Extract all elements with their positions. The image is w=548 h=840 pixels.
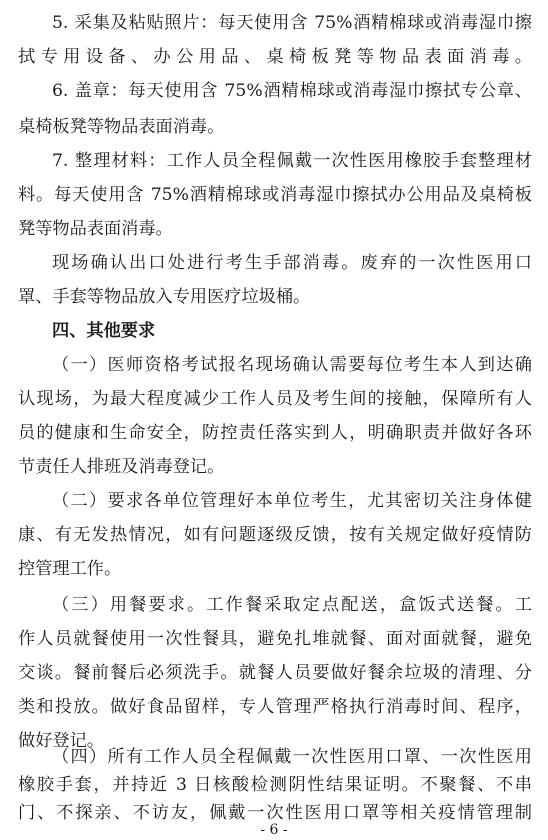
text-line-11: （一）医师资格考试报名现场确认需要每位考生本人到达确 <box>52 355 532 375</box>
text-line-19: 作人员就餐使用一次性餐具，避免扎堆就餐、面对面就餐，避免 <box>18 629 532 649</box>
text-line-4: 桌椅板凳等物品表面消毒。 <box>18 117 225 137</box>
text-line-24: 橡胶手套，并持近 3 日核酸检测阴性结果证明。不聚餐、不串 <box>18 775 532 795</box>
text-line-15: （二）要求各单位管理好本单位考生，尤其密切关注身体健 <box>52 491 532 511</box>
text-line-7: 凳等物品表面消毒。 <box>18 219 173 239</box>
text-line-2: 拭专用设备、办公用品、桌椅板凳等物品表面消毒。 <box>18 47 532 67</box>
text-line-9: 罩、手套等物品放入专用医疗垃圾桶。 <box>18 287 311 307</box>
text-line-8: 现场确认出口处进行考生手部消毒。废弃的一次性医用口 <box>52 253 532 273</box>
text-line-25: 门、不探亲、不访友，佩戴一次性医用口罩等相关疫情管理制 <box>18 803 532 823</box>
text-line-17: 控管理工作。 <box>18 559 122 579</box>
text-line-22: 做好登记。 <box>18 731 104 751</box>
text-line-5: 7. 整理材料：工作人员全程佩戴一次性医用橡胶手套整理材 <box>52 151 532 171</box>
text-line-12: 认现场，为最大程度减少工作人员及考生间的接触，保障所有人 <box>18 389 532 409</box>
text-line-6: 料。每天使用含 75%酒精棉球或消毒湿巾擦拭办公用品及桌椅板 <box>18 185 532 205</box>
text-line-18: （三）用餐要求。工作餐采取定点配送，盒饭式送餐。工 <box>52 595 532 615</box>
text-line-1: 5. 采集及粘贴照片：每天使用含 75%酒精棉球或消毒湿巾擦 <box>52 13 532 33</box>
text-line-21: 类和投放。做好食品留样，专人管理严格执行消毒时间、程序， <box>18 697 532 717</box>
text-line-23: （四）所有工作人员全程佩戴一次性医用口罩、一次性医用 <box>52 747 532 767</box>
section-heading: 四、其他要求 <box>52 321 156 341</box>
text-line-3: 6. 盖章：每天使用含 75%酒精棉球或消毒湿巾擦拭专公章、 <box>52 81 532 101</box>
text-line-14: 节责任人排班及消毒登记。 <box>18 457 225 477</box>
page-number: - 6 - <box>260 822 288 838</box>
text-line-13: 员的健康和生命安全，防控责任落实到人，明确职责并做好各环 <box>18 423 532 443</box>
text-line-20: 交谈。餐前餐后必须洗手。就餐人员要做好餐余垃圾的清理、分 <box>18 663 532 683</box>
text-line-16: 康、有无发热情况，如有问题逐级反馈，按有关规定做好疫情防 <box>18 525 532 545</box>
